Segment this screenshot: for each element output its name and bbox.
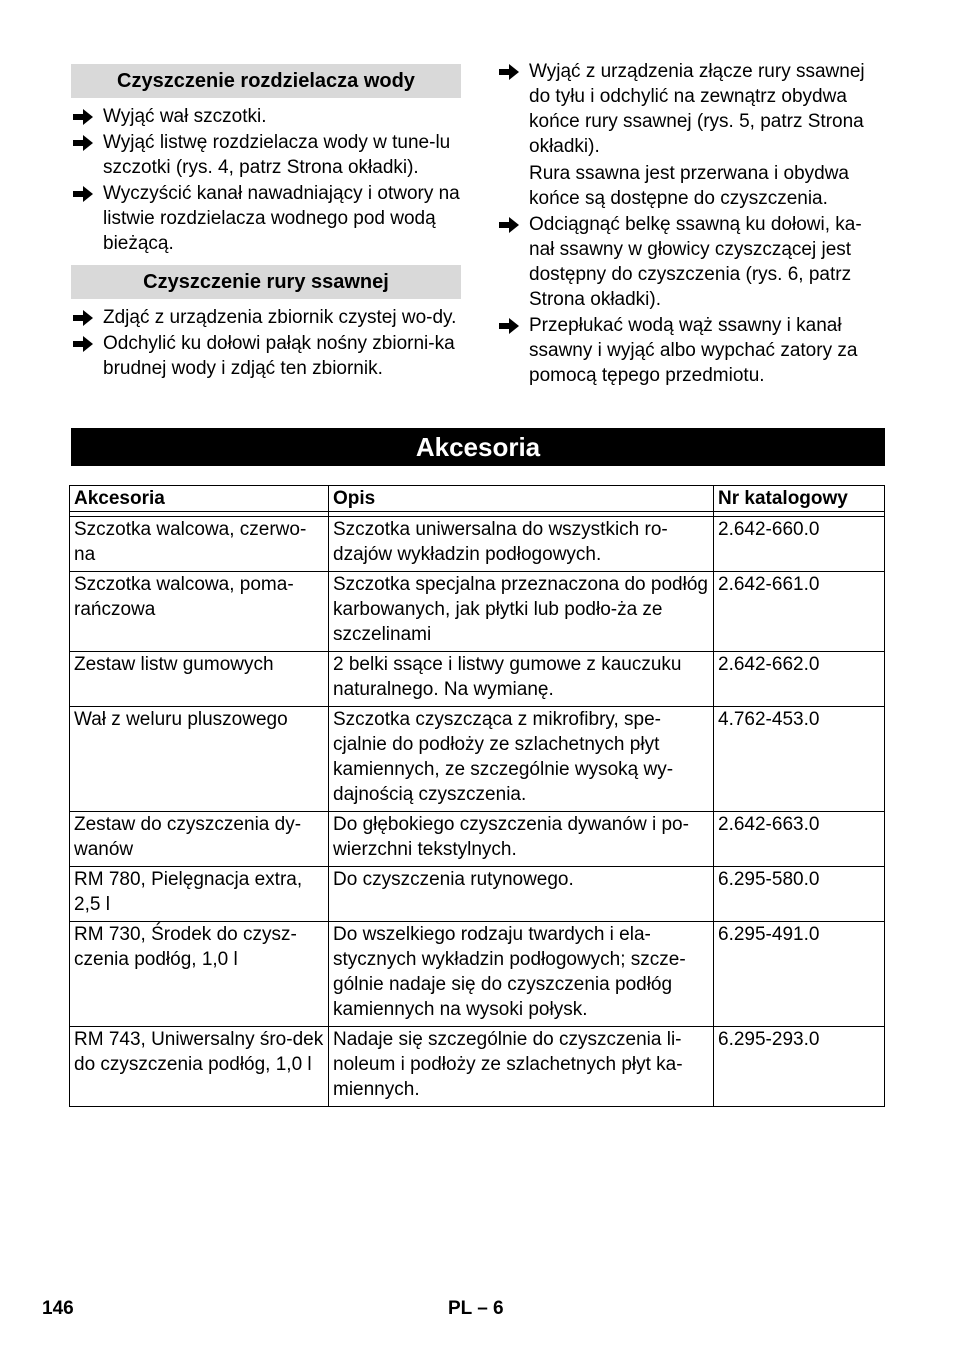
cell-catalog-number: 4.762-453.0 [714, 707, 885, 812]
cell-accessory: RM 780, Pielęgnacja extra, 2,5 l [70, 867, 329, 922]
arrow-right-icon [73, 130, 93, 155]
table-row [70, 707, 885, 812]
table-header-row [70, 486, 885, 512]
cell-accessory: Zestaw listw gumowych [70, 652, 329, 707]
table-row [70, 922, 885, 1027]
arrow-right-icon [499, 212, 519, 237]
list-item: Wyjąć listwę rozdzielacza wody w tune-lu szczotki (rys. 4, patrz Strona okładki). [71, 130, 461, 180]
cell-accessory: Wał z weluru pluszowego [70, 707, 329, 812]
table-row [70, 652, 885, 707]
left-column [71, 64, 461, 382]
cell-catalog-number: 6.295-293.0 [714, 1027, 885, 1107]
list-item: Przepłukać wodą wąż ssawny i kanał ssawny i wyjąć albo wypchać zatory za pomocą tępego przedmiotu. [497, 313, 887, 388]
cell-description: Szczotka uniwersalna do wszystkich ro-dzajów wykładzin podłogowych. [329, 517, 714, 572]
list-item: Odciągnąć belkę ssawną ku dołowi, ka-nał ssawny w głowicy czyszczącej jest dostępny do czyszczenia (rys. 6, patrz Strona okładki). [497, 212, 887, 312]
cell-accessory: Szczotka walcowa, czerwo-na [70, 517, 329, 572]
cell-accessory: Zestaw do czyszczenia dy-wanów [70, 812, 329, 867]
cell-description: 2 belki ssące i listwy gumowe z kauczuku naturalnego. Na wymianę. [329, 652, 714, 707]
column-header-catalog-number: Nr katalogowy [714, 486, 885, 512]
right-column [497, 59, 887, 389]
arrow-right-icon [73, 305, 93, 330]
list-item: Zdjąć z urządzenia zbiornik czystej wo-dy. [71, 305, 461, 330]
cell-accessory: RM 730, Środek do czysz-czenia podłóg, 1,0 l [70, 922, 329, 1027]
section2-list [71, 305, 461, 381]
cell-accessory: Szczotka walcowa, poma-rańczowa [70, 572, 329, 652]
cell-description: Nadaje się szczególnie do czyszczenia li-noleum i podłoży ze szlachetnych płyt ka-miennych. [329, 1027, 714, 1107]
section-banner-accessories: Akcesoria [71, 428, 885, 466]
table-row [70, 572, 885, 652]
section-title-water-distributor: Czyszczenie rozdzielacza wody [71, 64, 461, 98]
result-note: Rura ssawna jest przerwana i obydwa końce są dostępne do czyszczenia. [529, 163, 849, 209]
cell-catalog-number: 6.295-491.0 [714, 922, 885, 1027]
cell-catalog-number: 6.295-580.0 [714, 867, 885, 922]
cell-description: Szczotka specjalna przeznaczona do podłóg karbowanych, jak płytki lub podło-ża ze szczelinami [329, 572, 714, 652]
cell-description: Do głębokiego czyszczenia dywanów i po-wierzchni tekstylnych. [329, 812, 714, 867]
cell-catalog-number: 2.642-662.0 [714, 652, 885, 707]
table-row [70, 867, 885, 922]
column-header-accessory: Akcesoria [70, 486, 329, 512]
cell-accessory: RM 743, Uniwersalny śro-dek do czyszczenia podłóg, 1,0 l [70, 1027, 329, 1107]
list-item: Wyczyścić kanał nawadniający i otwory na listwie rozdzielacza wodnego pod wodą bieżącą. [71, 181, 461, 256]
list-item: Wyjąć z urządzenia złącze rury ssawnej do tyłu i odchylić na zewnątrz obydwa końce rury ssawnej (rys. 5, patrz Strona okładki). [497, 59, 887, 159]
accessories-table [69, 485, 885, 1107]
list-item: Odchylić ku dołowi pałąk nośny zbiorni-ka brudnej wody i zdjąć ten zbiornik. [71, 331, 461, 381]
language-page-label: PL – 6 [448, 1298, 504, 1319]
table-row [70, 1027, 885, 1107]
list-item: Wyjąć wał szczotki. [71, 104, 461, 129]
section1-list [71, 104, 461, 256]
column-header-description: Opis [329, 486, 714, 512]
cell-catalog-number: 2.642-660.0 [714, 517, 885, 572]
cell-catalog-number: 2.642-663.0 [714, 812, 885, 867]
cell-description: Szczotka czyszcząca z mikrofibry, spe-cjalnie do podłoży ze szlachetnych płyt kamiennych, ze szczególnie wysoką wy-dajnością czyszczenia. [329, 707, 714, 812]
arrow-right-icon [73, 104, 93, 129]
arrow-right-icon [499, 313, 519, 338]
cell-catalog-number: 2.642-661.0 [714, 572, 885, 652]
table-row [70, 812, 885, 867]
arrow-right-icon [73, 331, 93, 356]
arrow-right-icon [499, 59, 519, 84]
cell-description: Do czyszczenia rutynowego. [329, 867, 714, 922]
table-row [70, 517, 885, 572]
section-title-suction-pipe: Czyszczenie rury ssawnej [71, 265, 461, 299]
page-number: 146 [42, 1298, 74, 1319]
cell-description: Do wszelkiego rodzaju twardych i ela-stycznych wykładzin podłogowych; szcze-gólnie nadaje się do czyszczenia podłóg kamiennych na wysoki połysk. [329, 922, 714, 1027]
arrow-right-icon [73, 181, 93, 206]
